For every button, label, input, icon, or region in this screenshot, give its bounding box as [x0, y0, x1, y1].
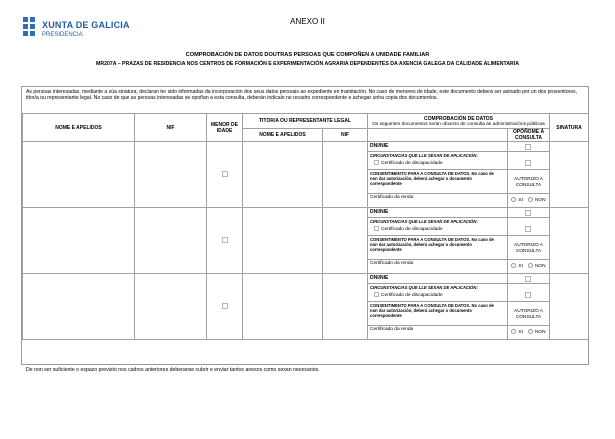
- table-row: [23, 208, 589, 274]
- header-tutor-name: NOME E APELIDOS: [243, 129, 323, 142]
- oppose-dni-checkbox[interactable]: [525, 210, 531, 216]
- consent-label: CONSENTIMENTO PARA A CONSULTA DE DATOS. No caso de non dar autorización, deberá achegar o documento correspondente: [370, 237, 494, 252]
- tutor-nif-field[interactable]: [323, 274, 368, 340]
- header-tutor-nif: NIF: [323, 129, 368, 142]
- header-check-sub: Os seguintes documentos serán obxecto de consulta ás administracións públicas: [372, 121, 545, 127]
- tutor-name-field[interactable]: [243, 208, 323, 274]
- authorize-label: AUTORIZO A CONSULTA: [514, 177, 543, 188]
- header-signature: SINATURA: [550, 114, 589, 142]
- no-radio[interactable]: [528, 263, 533, 268]
- disability-label: Certificado de discapacidade: [381, 226, 443, 232]
- disability-label: Certificado de discapacidade: [381, 160, 443, 166]
- name-field[interactable]: [23, 274, 135, 340]
- disability-label: Certificado de discapacidade: [381, 292, 443, 298]
- no-label: NON: [534, 197, 546, 203]
- form-box: [21, 86, 589, 365]
- yes-radio[interactable]: [511, 263, 516, 268]
- consult-cell: [368, 208, 508, 274]
- minor-checkbox[interactable]: [222, 303, 228, 309]
- oppose-cell: [508, 274, 550, 340]
- nif-field[interactable]: [135, 142, 207, 208]
- header-check-title: COMPROBACIÓN DE DATOS: [424, 115, 494, 122]
- minor-checkbox[interactable]: [222, 171, 228, 177]
- signature-field[interactable]: [550, 274, 589, 340]
- oppose-dni-checkbox[interactable]: [525, 276, 531, 282]
- minor-cell: [207, 208, 243, 274]
- header-nif: NIF: [135, 114, 207, 142]
- table-row: [23, 142, 589, 208]
- consent-label: CONSENTIMENTO PARA A CONSULTA DE DATOS. No caso de non dar autorización, deberá achegar o documento correspondente: [370, 171, 494, 186]
- disability-checkbox[interactable]: [374, 292, 379, 297]
- signature-field[interactable]: [550, 208, 589, 274]
- circumstances-label: CIRCUNSTANCIAS QUE LLE SEXAN DE APLICACIÓN:: [370, 219, 478, 224]
- oppose-cell: [508, 208, 550, 274]
- header-check: [368, 114, 550, 129]
- no-label: NON: [534, 329, 546, 335]
- consult-cell: [368, 142, 508, 208]
- tutor-nif-field[interactable]: [323, 208, 368, 274]
- annex-label: ANEXO II: [290, 17, 325, 26]
- disability-checkbox[interactable]: [374, 226, 379, 231]
- yes-radio[interactable]: [511, 197, 516, 202]
- no-label: NON: [534, 263, 546, 269]
- header-name: NOME E APELIDOS: [23, 114, 135, 142]
- yes-label: SI: [518, 329, 523, 335]
- page-title: COMPROBACIÓN DE DATOS DOUTRAS PERSOAS QUE COMPOÑEN A UNIDADE FAMILIAR: [185, 52, 430, 58]
- income-label: Certificado da renda: [370, 195, 414, 200]
- logo-title: XUNTA DE GALICIA: [42, 20, 130, 30]
- persons-table: [22, 113, 589, 340]
- no-radio[interactable]: [528, 197, 533, 202]
- consent-label: CONSENTIMENTO PARA A CONSULTA DE DATOS. No caso de non dar autorización, deberá achegar o documento correspondente: [370, 303, 494, 318]
- tutor-name-field[interactable]: [243, 142, 323, 208]
- oppose-disability-checkbox[interactable]: [525, 160, 531, 166]
- yes-radio[interactable]: [511, 329, 516, 334]
- disability-checkbox[interactable]: [374, 160, 379, 165]
- minor-checkbox[interactable]: [222, 237, 228, 243]
- name-field[interactable]: [23, 142, 135, 208]
- authorize-label: AUTORIZO A CONSULTA: [514, 243, 543, 254]
- income-label: Certificado da renda: [370, 261, 414, 266]
- intro-text: As persoas interesadas, mediante a súa sinatura, declaran ter sido informadas da incorporación dos seus datos persoais ao expediente en tramitación. No caso de menores de idade, este documento deberá ser asinado por un dos proxenitores, titor/a ou representante legal. No caso de que as persoas interesadas se opoñan a esta consulta, deberán indicalo no recadro correspondente e achegar unha copia dos documentos.: [26, 89, 578, 102]
- table-row: [23, 274, 589, 340]
- consult-cell: [368, 274, 508, 340]
- name-field[interactable]: [23, 208, 135, 274]
- signature-field[interactable]: [550, 142, 589, 208]
- footer-note: De non ser suficiente o espazo previsto nos cadros anteriores deberanse cubrir e enviar tantos anexos como sexan necesarios.: [26, 367, 320, 373]
- oppose-dni-checkbox[interactable]: [525, 144, 531, 150]
- income-label: Certificado da renda: [370, 327, 414, 332]
- minor-cell: [207, 142, 243, 208]
- header-check-spacer: [368, 129, 508, 142]
- dni-label: DNI/NIE: [370, 275, 389, 281]
- oppose-disability-checkbox[interactable]: [525, 292, 531, 298]
- authorize-label: AUTORIZO A CONSULTA: [514, 309, 543, 320]
- oppose-disability-checkbox[interactable]: [525, 226, 531, 232]
- circumstances-label: CIRCUNSTANCIAS QUE LLE SEXAN DE APLICACIÓN:: [370, 153, 478, 158]
- header-tutor: TITOR/A OU REPRESENTANTE LEGAL: [243, 114, 368, 129]
- tutor-name-field[interactable]: [243, 274, 323, 340]
- yes-label: SI: [518, 197, 523, 203]
- circumstances-label: CIRCUNSTANCIAS QUE LLE SEXAN DE APLICACIÓN:: [370, 285, 478, 290]
- oppose-cell: [508, 142, 550, 208]
- nif-field[interactable]: [135, 208, 207, 274]
- logo-subtitle: PRESIDENCIA: [42, 32, 83, 38]
- dni-label: DNI/NIE: [370, 143, 389, 149]
- header-oppose: OPÓÑOME Á CONSULTA: [508, 129, 550, 142]
- header-minor: MENOR DE IDADE: [207, 114, 243, 142]
- no-radio[interactable]: [528, 329, 533, 334]
- yes-label: SI: [518, 263, 523, 269]
- tutor-nif-field[interactable]: [323, 142, 368, 208]
- dni-label: DNI/NIE: [370, 209, 389, 215]
- nif-field[interactable]: [135, 274, 207, 340]
- page-subtitle: MR207A – PRAZAS DE RESIDENCIA NOS CENTROS DE FORMACIÓN E EXPERIMENTACIÓN AGRARIA DEPENDENTES DA AXENCIA GALEGA DA CALIDADE ALIMENTARIA: [96, 61, 519, 67]
- minor-cell: [207, 274, 243, 340]
